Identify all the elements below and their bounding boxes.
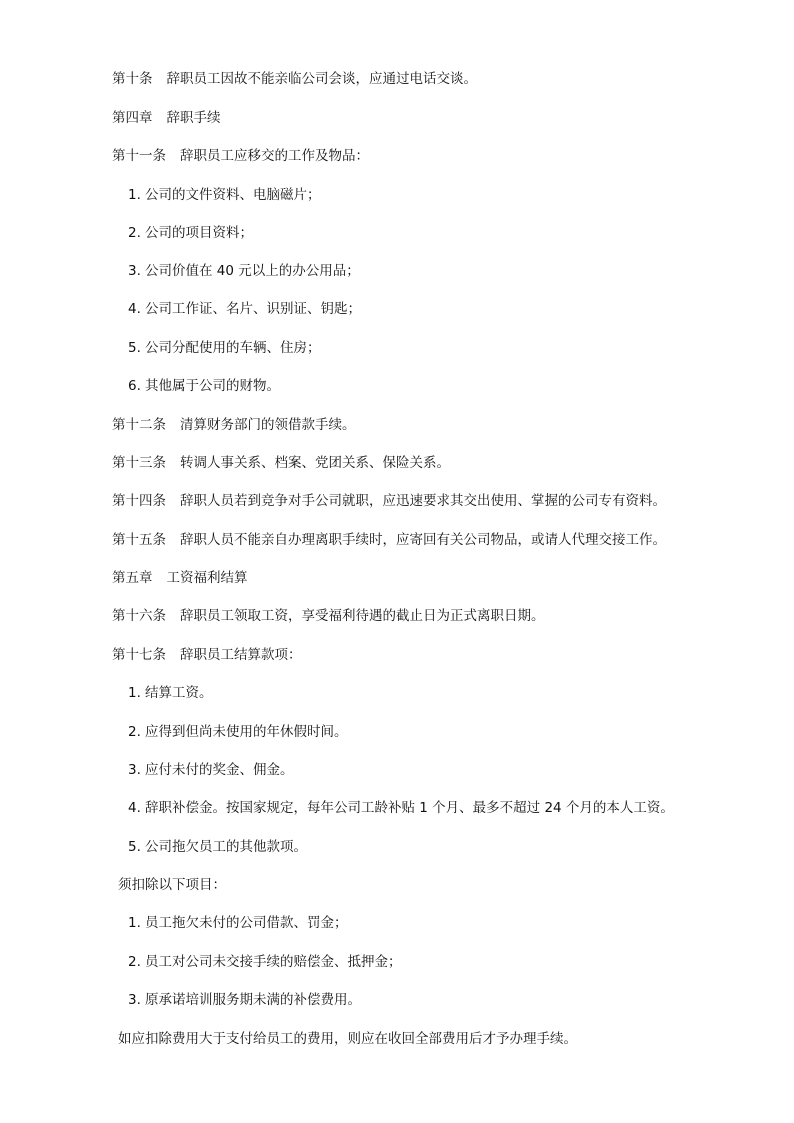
article-text: 辞职人员不能亲自办理离职手续时，应寄回有关公司物品，或请人代理交接工作。 [180,532,666,548]
list-number: 1. [128,915,141,931]
list-text: 员工拖欠未付的公司借款、罚金； [145,915,348,931]
list-number: 2. [128,954,141,970]
chapter-title: 工资福利结算 [166,570,248,586]
deduction-intro [118,876,226,894]
article-label: 第十六条 [112,608,166,624]
article-label: 第十条 [112,71,153,87]
list-text: 公司拖欠员工的其他款项。 [145,839,307,855]
list-text: 其他属于公司的财物。 [145,378,280,394]
article-11 [112,147,369,165]
article-text: 辞职人员若到竞争对手公司就职，应迅速要求其交出使用、掌握的公司专有资料。 [180,493,666,509]
list-text: 应得到但尚未使用的年休假时间。 [145,724,348,740]
article-16 [112,607,545,625]
article-17 [112,646,302,664]
chapter-5-heading [112,569,248,587]
chapter-4-heading [112,109,221,127]
list-item [128,262,360,280]
article-text: 转调人事关系、档案、党团关系、保险关系。 [180,455,450,471]
article-label: 第十五条 [112,532,166,548]
list-item [128,761,294,779]
list-number: 5. [128,340,141,356]
list-text: 公司分配使用的车辆、住房； [145,340,321,356]
list-item [128,914,348,932]
list-item [128,339,321,357]
chapter-label: 第四章 [112,110,153,126]
list-item [128,953,402,971]
article-15 [112,531,666,549]
list-text: 公司的项目资料； [145,225,253,241]
article-label: 第十四条 [112,493,166,509]
article-text: 辞职员工领取工资，享受福利待遇的截止日为正式离职日期。 [180,608,545,624]
list-item [128,300,361,318]
article-text: 清算财务部门的领借款手续。 [180,417,356,433]
paragraph-text: 须扣除以下项目： [118,877,226,893]
list-number: 6. [128,378,141,394]
list-text: 辞职补偿金。按国家规定，每年公司工龄补贴 1 个月、最多不超过 24 个月的本人工资。 [145,800,674,816]
list-item [128,224,253,242]
article-12 [112,416,356,434]
list-text: 结算工资。 [145,685,213,701]
article-label: 第十二条 [112,417,166,433]
list-item [128,377,280,395]
list-number: 3. [128,762,141,778]
list-item [128,991,361,1009]
closing-paragraph [118,1030,577,1048]
article-13 [112,454,450,472]
list-item [128,838,307,856]
list-number: 5. [128,839,141,855]
list-number: 2. [128,724,141,740]
list-number: 4. [128,301,141,317]
list-text: 原承诺培训服务期未满的补偿费用。 [145,992,361,1008]
list-item [128,723,348,741]
paragraph-text: 如应扣除费用大于支付给员工的费用，则应在收回全部费用后才予办理手续。 [118,1031,577,1047]
list-text: 应付未付的奖金、佣金。 [145,762,294,778]
article-text: 辞职员工因故不能亲临公司会谈，应通过电话交谈。 [166,71,477,87]
list-text: 员工对公司未交接手续的赔偿金、抵押金； [145,954,402,970]
list-item [128,684,213,702]
list-number: 4. [128,800,141,816]
chapter-label: 第五章 [112,570,153,586]
list-text: 公司工作证、名片、识别证、钥匙； [145,301,361,317]
list-number: 2. [128,225,141,241]
list-number: 1. [128,187,141,203]
article-label: 第十一条 [112,148,166,164]
article-label: 第十三条 [112,455,166,471]
article-text: 辞职员工结算款项： [180,647,302,663]
article-label: 第十七条 [112,647,166,663]
article-10 [112,70,477,88]
list-number: 3. [128,992,141,1008]
list-item [128,186,321,204]
list-item [128,799,674,817]
list-number: 3. [128,263,141,279]
article-text: 辞职员工应移交的工作及物品： [180,148,369,164]
chapter-title: 辞职手续 [166,110,221,126]
list-number: 1. [128,685,141,701]
list-text: 公司的文件资料、电脑磁片； [145,187,321,203]
list-text: 公司价值在 40 元以上的办公用品； [145,263,360,279]
article-14 [112,492,666,510]
